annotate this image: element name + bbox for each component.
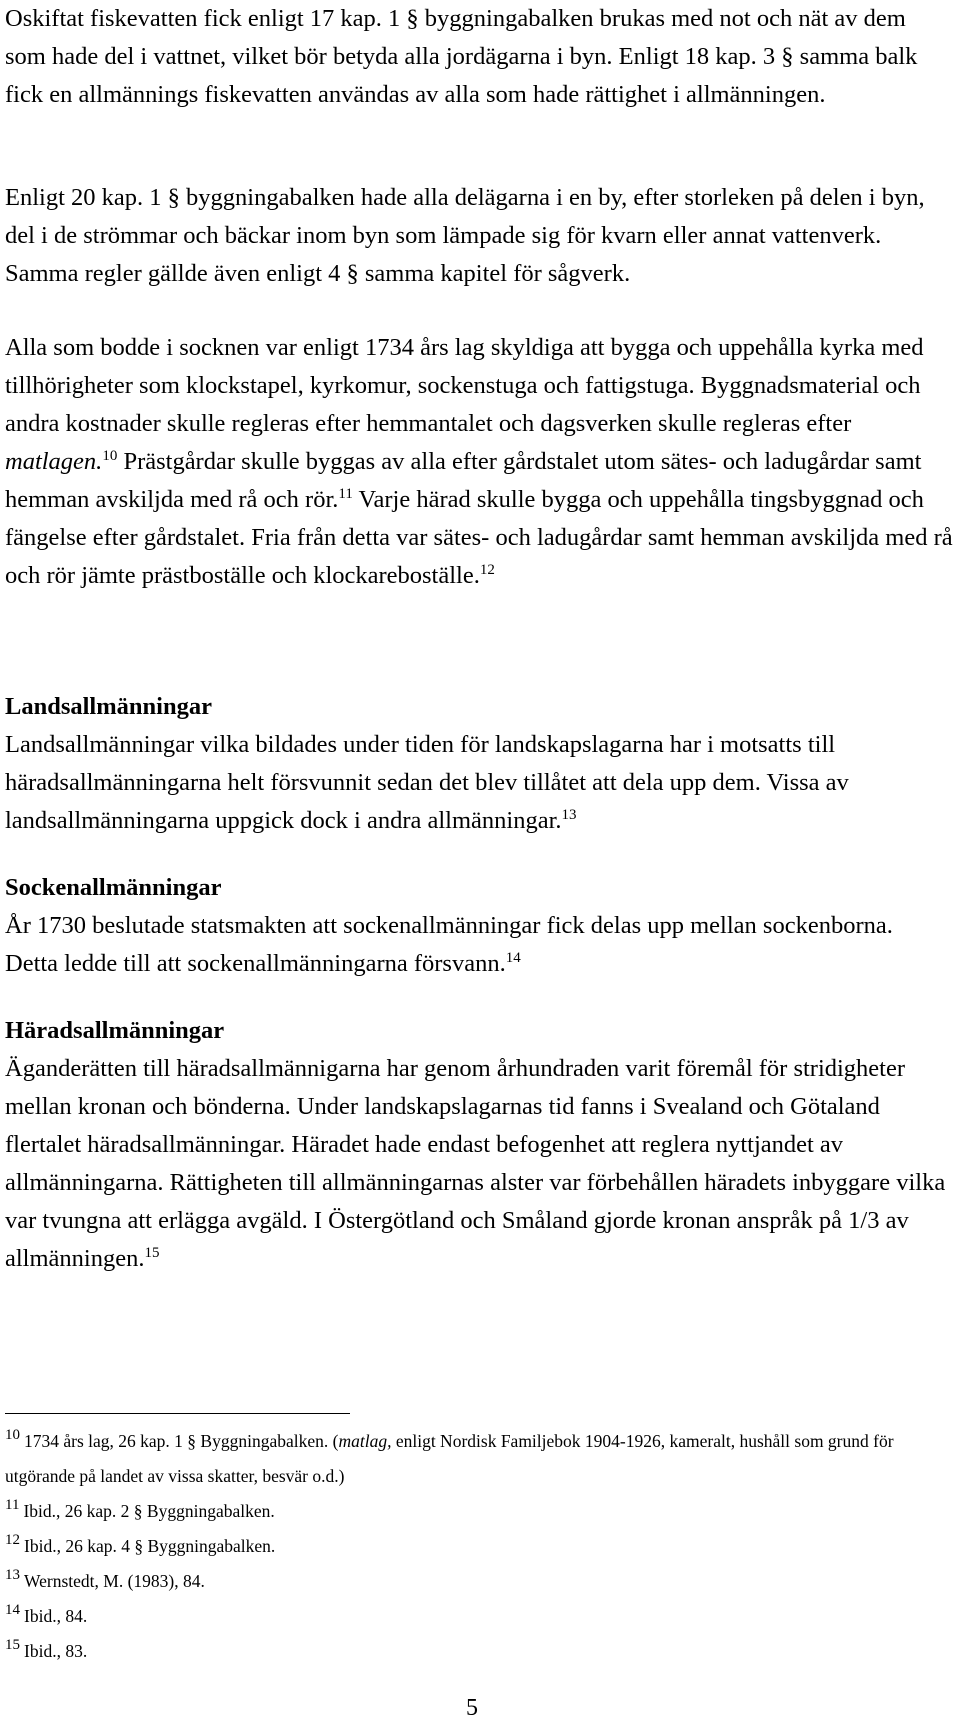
- footnote-ref[interactable]: 13: [561, 807, 577, 823]
- paragraph-text: Oskiftat fiskevatten fick enligt 17 kap. 1 § byggningabalken brukas med not och nät av dem som hade del i vattnet, vilket bör betyda alla jordägarna i byn. Enligt 18 kap. 3 § samma balk fick en allmännings fiskevatten användas av alla som hade rättighet i allmänningen.: [5, 5, 918, 108]
- footnotes-section: [5, 1424, 955, 1669]
- footnote-number: 11: [5, 1497, 20, 1513]
- paragraph-text: År 1730 beslutade statsmakten att sockenallmänningar fick delas upp mellan sockenborna. Detta ledde till att sockenallmänningarna försvann.: [5, 912, 893, 977]
- footnote-text: Ibid., 83.: [24, 1641, 88, 1661]
- footnote-10: [5, 1424, 955, 1494]
- footnote-text: Wernstedt, M. (1983), 84.: [24, 1571, 205, 1591]
- paragraph-kyrkobyggnad: [5, 329, 960, 595]
- section-heading-sockenallmanningar: Sockenallmänningar: [5, 874, 222, 901]
- footnote-ref[interactable]: 15: [144, 1245, 160, 1261]
- paragraph-text: Prästgårdar skulle byggas av alla efter gårdstalet utom sätes- och ladugårdar samt hemman avskiljda med rå och rör.: [5, 448, 922, 513]
- section-heading-landsallmanningar: Landsallmänningar: [5, 693, 212, 720]
- footnote-number: 14: [5, 1602, 20, 1618]
- footnote-text: 1734 års lag, 26 kap. 1 § Byggningabalken. (: [24, 1431, 339, 1451]
- footnote-ref[interactable]: 14: [505, 950, 521, 966]
- footnote-emphasis: matlag,: [338, 1431, 392, 1451]
- footnote-divider: [5, 1413, 350, 1414]
- footnote-text: Ibid., 84.: [24, 1606, 88, 1626]
- emphasized-term: matlagen.: [5, 448, 103, 475]
- footnote-text: Ibid., 26 kap. 4 § Byggningabalken.: [24, 1536, 276, 1556]
- footnote-12: [5, 1529, 955, 1564]
- page-number: 5: [466, 1695, 478, 1721]
- paragraph-haradsallmanningar: [5, 1050, 950, 1278]
- footnote-11: [5, 1494, 955, 1529]
- footnote-number: 15: [5, 1637, 20, 1653]
- footnote-text: enligt Nordisk Familjebok 1904-1926, kameralt, hushåll som grund för utgörande på landet av vissa skatter, besvär o.d.): [5, 1431, 894, 1486]
- footnote-ref[interactable]: 12: [479, 562, 495, 578]
- footnote-number: 13: [5, 1567, 20, 1583]
- footnote-ref[interactable]: 11: [338, 486, 353, 502]
- paragraph-text: Äganderätten till häradsallmännigarna har genom århundraden varit föremål för stridigheter mellan kronan och bönderna. Under landskapslagarnas tid fanns i Svealand och Götaland flertalet häradsallmänningar. Häradet hade endast befogenhet att reglera nyttjandet av allmänningarna. Rättigheten till allmänningarnas alster var förbehållen häradets inbyggare vilka var tvungna att erlägga avgäld. I Östergötland och Småland gjorde kronan anspråk på 1/3 av allmänningen.: [5, 1055, 946, 1272]
- footnote-text: Ibid., 26 kap. 2 § Byggningabalken.: [23, 1501, 275, 1521]
- paragraph-landsallmanningar: [5, 726, 950, 840]
- paragraph-sockenallmanningar: [5, 907, 950, 983]
- paragraph-text: Landsallmänningar vilka bildades under tiden för landskapslagarna har i motsatts till häradsallmänningarna helt försvunnit sedan det blev tillåtet att dela upp dem. Vissa av landsallmänningarna uppgick dock i andra allmänningar.: [5, 731, 849, 834]
- section-heading-haradsallmanningar: Häradsallmänningar: [5, 1017, 225, 1044]
- paragraph-vattenverk: [5, 179, 950, 293]
- paragraph-text: Alla som bodde i socknen var enligt 1734 års lag skyldiga att bygga och uppehålla kyrka med tillhörigheter som klockstapel, kyrkomur, sockenstuga och fattigstuga. Byggnadsmaterial och andra kostnader skulle regleras efter hemmantalet och dagsverken skulle regleras efter: [5, 334, 924, 437]
- footnote-13: [5, 1564, 955, 1599]
- footnote-14: [5, 1599, 955, 1634]
- paragraph-fiskevatten: [5, 0, 950, 114]
- footnote-number: 10: [5, 1427, 20, 1443]
- footnote-number: 12: [5, 1532, 20, 1548]
- footnote-ref[interactable]: 10: [102, 448, 118, 464]
- paragraph-text: Enligt 20 kap. 1 § byggningabalken hade alla delägarna i en by, efter storleken på delen i byn, del i de strömmar och bäckar inom byn som lämpade sig för kvarn eller annat vattenverk. Samma regler gällde även enligt 4 § samma kapitel för sågverk.: [5, 184, 925, 287]
- footnote-15: [5, 1634, 955, 1669]
- paragraph-text: Varje härad skulle bygga och uppehålla tingsbyggnad och fängelse efter gårdstalet. Fria från detta var sätes- och ladugårdar samt hemman avskiljda med rå och rör jämte prästboställe och klockareboställe.: [5, 486, 953, 589]
